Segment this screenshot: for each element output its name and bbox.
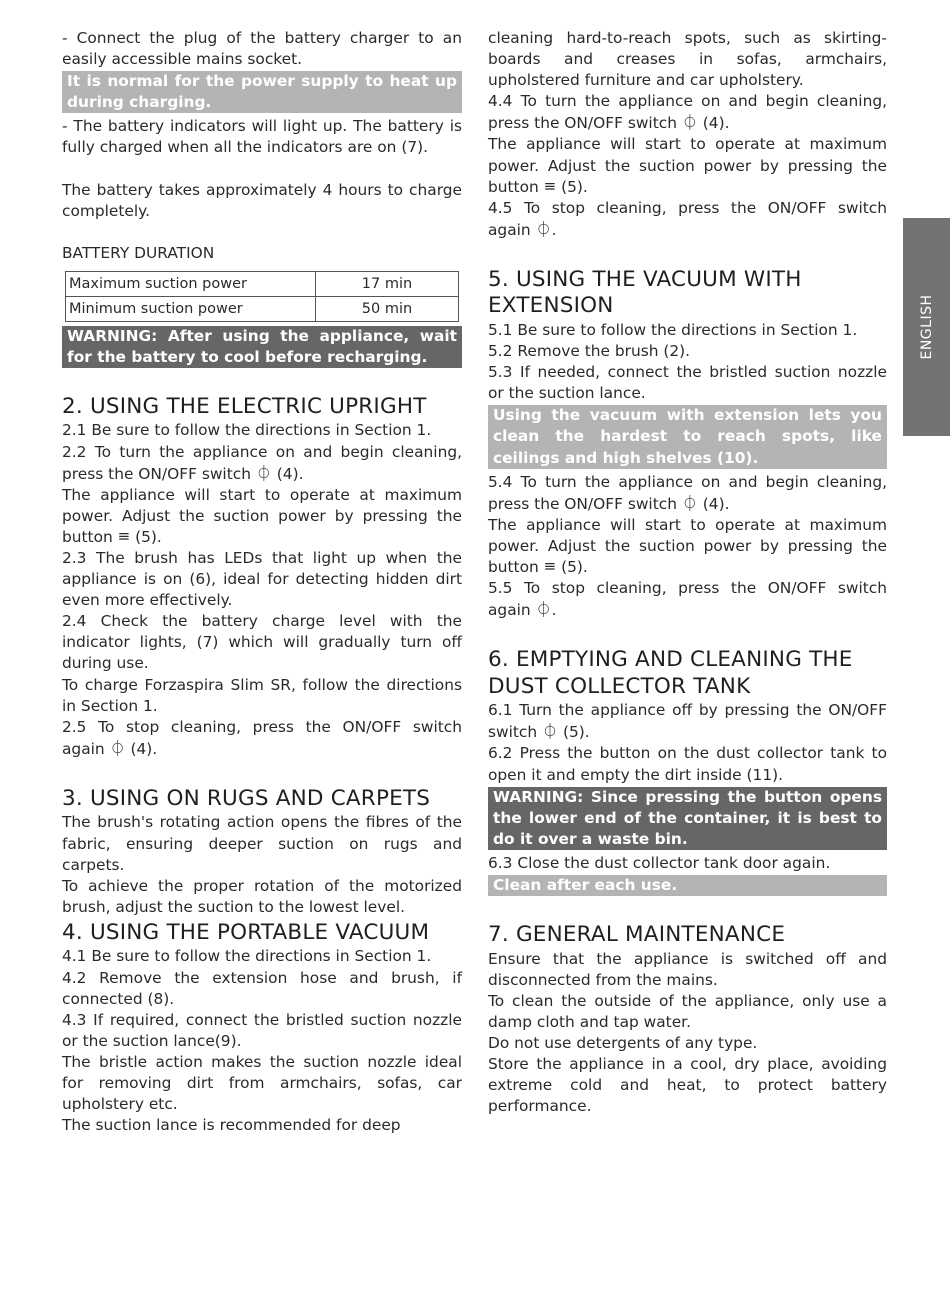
power-switch-icon: ⏀: [681, 493, 698, 513]
suction-level-icon: ≡: [117, 526, 131, 545]
paragraph: [62, 717, 462, 760]
text: .: [551, 601, 557, 620]
paragraph: To clean the outside of the appliance, only use a damp cloth and tap water.: [488, 991, 887, 1031]
table-cell: 50 min: [316, 296, 459, 321]
paragraph: 5.3 If needed, connect the bristled suction nozzle or the suction lance.: [488, 363, 887, 403]
paragraph: Ensure that the appliance is switched off and disconnected from the mains.: [488, 949, 887, 989]
paragraph: [488, 134, 887, 197]
text: (4).: [125, 739, 158, 758]
paragraph: cleaning hard-to-reach spots, such as skirting-boards and creases in sofas, armchairs, upholstered furniture and car upholstery.: [488, 29, 887, 90]
table-row: [66, 296, 459, 321]
text: 5.4 To turn the appliance on and begin cleaning, press the ON/OFF switch: [488, 472, 887, 513]
paragraph: 2.3 The brush has LEDs that light up when the appliance is on (6), ideal for detecting hidden dirt even more effectively.: [62, 549, 462, 610]
text: The appliance will start to operate at maximum power. Adjust the suction power by pressing the button: [488, 135, 887, 196]
text: (4).: [697, 114, 730, 133]
text: 4.5 To stop cleaning, press the ON/OFF switch again: [488, 198, 887, 239]
paragraph: 2.4 Check the battery charge level with the indicator lights, (7) which will gradually turn off during use.: [62, 612, 462, 673]
section-heading: 7. GENERAL MAINTENANCE: [488, 922, 786, 948]
text: (4).: [697, 494, 730, 513]
paragraph: 6.3 Close the dust collector tank door again.: [488, 853, 831, 872]
note-box: It is normal for the power supply to heat up during charging.: [62, 71, 462, 113]
power-switch-icon: ⏀: [542, 722, 559, 742]
text: 6.1 Turn the appliance off by pressing the ON/OFF switch: [488, 701, 887, 742]
paragraph: [488, 472, 887, 515]
text: (5).: [130, 527, 162, 546]
text: The appliance will start to operate at maximum power. Adjust the suction power by pressing the button: [62, 485, 462, 546]
right-column: [488, 28, 887, 1117]
paragraph: [62, 485, 462, 548]
battery-duration-label: BATTERY DURATION: [62, 243, 215, 262]
paragraph: [488, 578, 887, 621]
section-heading: 6. EMPTYING AND CLEANING THE DUST COLLECTOR TANK: [488, 647, 853, 699]
suction-level-icon: ≡: [543, 556, 557, 575]
paragraph: [488, 700, 887, 743]
text: (4).: [271, 464, 304, 483]
power-switch-icon: ⏀: [255, 463, 272, 483]
warning-box: WARNING: Since pressing the button opens the lower end of the container, it is best to do it over a waste bin.: [488, 787, 887, 850]
table-cell: 17 min: [316, 271, 459, 296]
text: 5.5 To stop cleaning, press the ON/OFF switch again: [488, 579, 887, 620]
section-heading: 3. USING ON RUGS AND CARPETS: [62, 785, 431, 811]
paragraph: 6.2 Press the button on the dust collector tank to open it and empty the dirt inside (11).: [488, 744, 887, 784]
text: .: [551, 220, 557, 239]
text: The appliance will start to operate at maximum power. Adjust the suction power by pressing the button: [488, 515, 887, 576]
paragraph: The brush's rotating action opens the fibres of the fabric, ensuring deeper suction on rugs and carpets.: [62, 813, 462, 874]
suction-level-icon: ≡: [543, 176, 557, 195]
paragraph: 2.1 Be sure to follow the directions in Section 1.: [62, 421, 432, 440]
text: (5).: [556, 177, 588, 196]
paragraph: - Connect the plug of the battery charger to an easily accessible mains socket.: [62, 29, 462, 69]
table-row: [66, 271, 459, 296]
paragraph: [488, 515, 887, 578]
text: 2.5 To stop cleaning, press the ON/OFF switch again: [62, 717, 462, 758]
power-switch-icon: ⏀: [109, 738, 126, 758]
paragraph: 5.2 Remove the brush (2).: [488, 342, 691, 361]
text: (5).: [558, 723, 590, 742]
text: 2.2 To turn the appliance on and begin cleaning, press the ON/OFF switch: [62, 442, 462, 483]
battery-duration-table: [65, 271, 459, 322]
paragraph: To achieve the proper rotation of the motorized brush, adjust the suction to the lowest level.: [62, 876, 462, 916]
paragraph: The battery takes approximately 4 hours to charge completely.: [62, 180, 462, 220]
power-switch-icon: ⏀: [681, 113, 698, 133]
paragraph: [488, 91, 887, 134]
paragraph: Do not use detergents of any type.: [488, 1033, 758, 1052]
paragraph: 4.3 If required, connect the bristled suction nozzle or the suction lance(9).: [62, 1010, 462, 1050]
paragraph: Store the appliance in a cool, dry place, avoiding extreme cold and heat, to protect battery performance.: [488, 1055, 887, 1116]
text: (5).: [556, 557, 588, 576]
paragraph: [62, 442, 462, 485]
paragraph: - The battery indicators will light up. The battery is fully charged when all the indicators are on (7).: [62, 117, 462, 157]
section-heading: 4. USING THE PORTABLE VACUUM: [62, 919, 430, 945]
paragraph: The suction lance is recommended for deep: [62, 1116, 401, 1135]
language-side-tab: [903, 218, 950, 436]
left-column: [62, 28, 462, 1136]
paragraph: The bristle action makes the suction nozzle ideal for removing dirt from armchairs, sofas, car upholstery etc.: [62, 1052, 462, 1114]
paragraph: 4.2 Remove the extension hose and brush, if connected (8).: [62, 968, 462, 1008]
note-box: Clean after each use.: [488, 875, 887, 896]
paragraph: [488, 198, 887, 241]
paragraph: 4.1 Be sure to follow the directions in Section 1.: [62, 947, 432, 966]
language-tab-label: ENGLISH: [918, 294, 935, 360]
text: 4.4 To turn the appliance on and begin cleaning, press the ON/OFF switch: [488, 92, 887, 133]
power-switch-icon: ⏀: [535, 219, 552, 239]
paragraph: To charge Forzaspira Slim SR, follow the directions in Section 1.: [62, 675, 462, 715]
warning-box: WARNING: After using the appliance, wait for the battery to cool before recharging.: [62, 326, 462, 368]
paragraph: 5.1 Be sure to follow the directions in Section 1.: [488, 320, 858, 339]
power-switch-icon: ⏀: [535, 600, 552, 620]
table-cell: Maximum suction power: [66, 271, 316, 296]
section-heading: 2. USING THE ELECTRIC UPRIGHT: [62, 393, 427, 419]
table-cell: Minimum suction power: [66, 296, 316, 321]
section-heading: 5. USING THE VACUUM WITH EXTENSION: [488, 266, 802, 319]
note-box: Using the vacuum with extension lets you clean the hardest to reach spots, like ceilings and high shelves (10).: [488, 405, 887, 468]
